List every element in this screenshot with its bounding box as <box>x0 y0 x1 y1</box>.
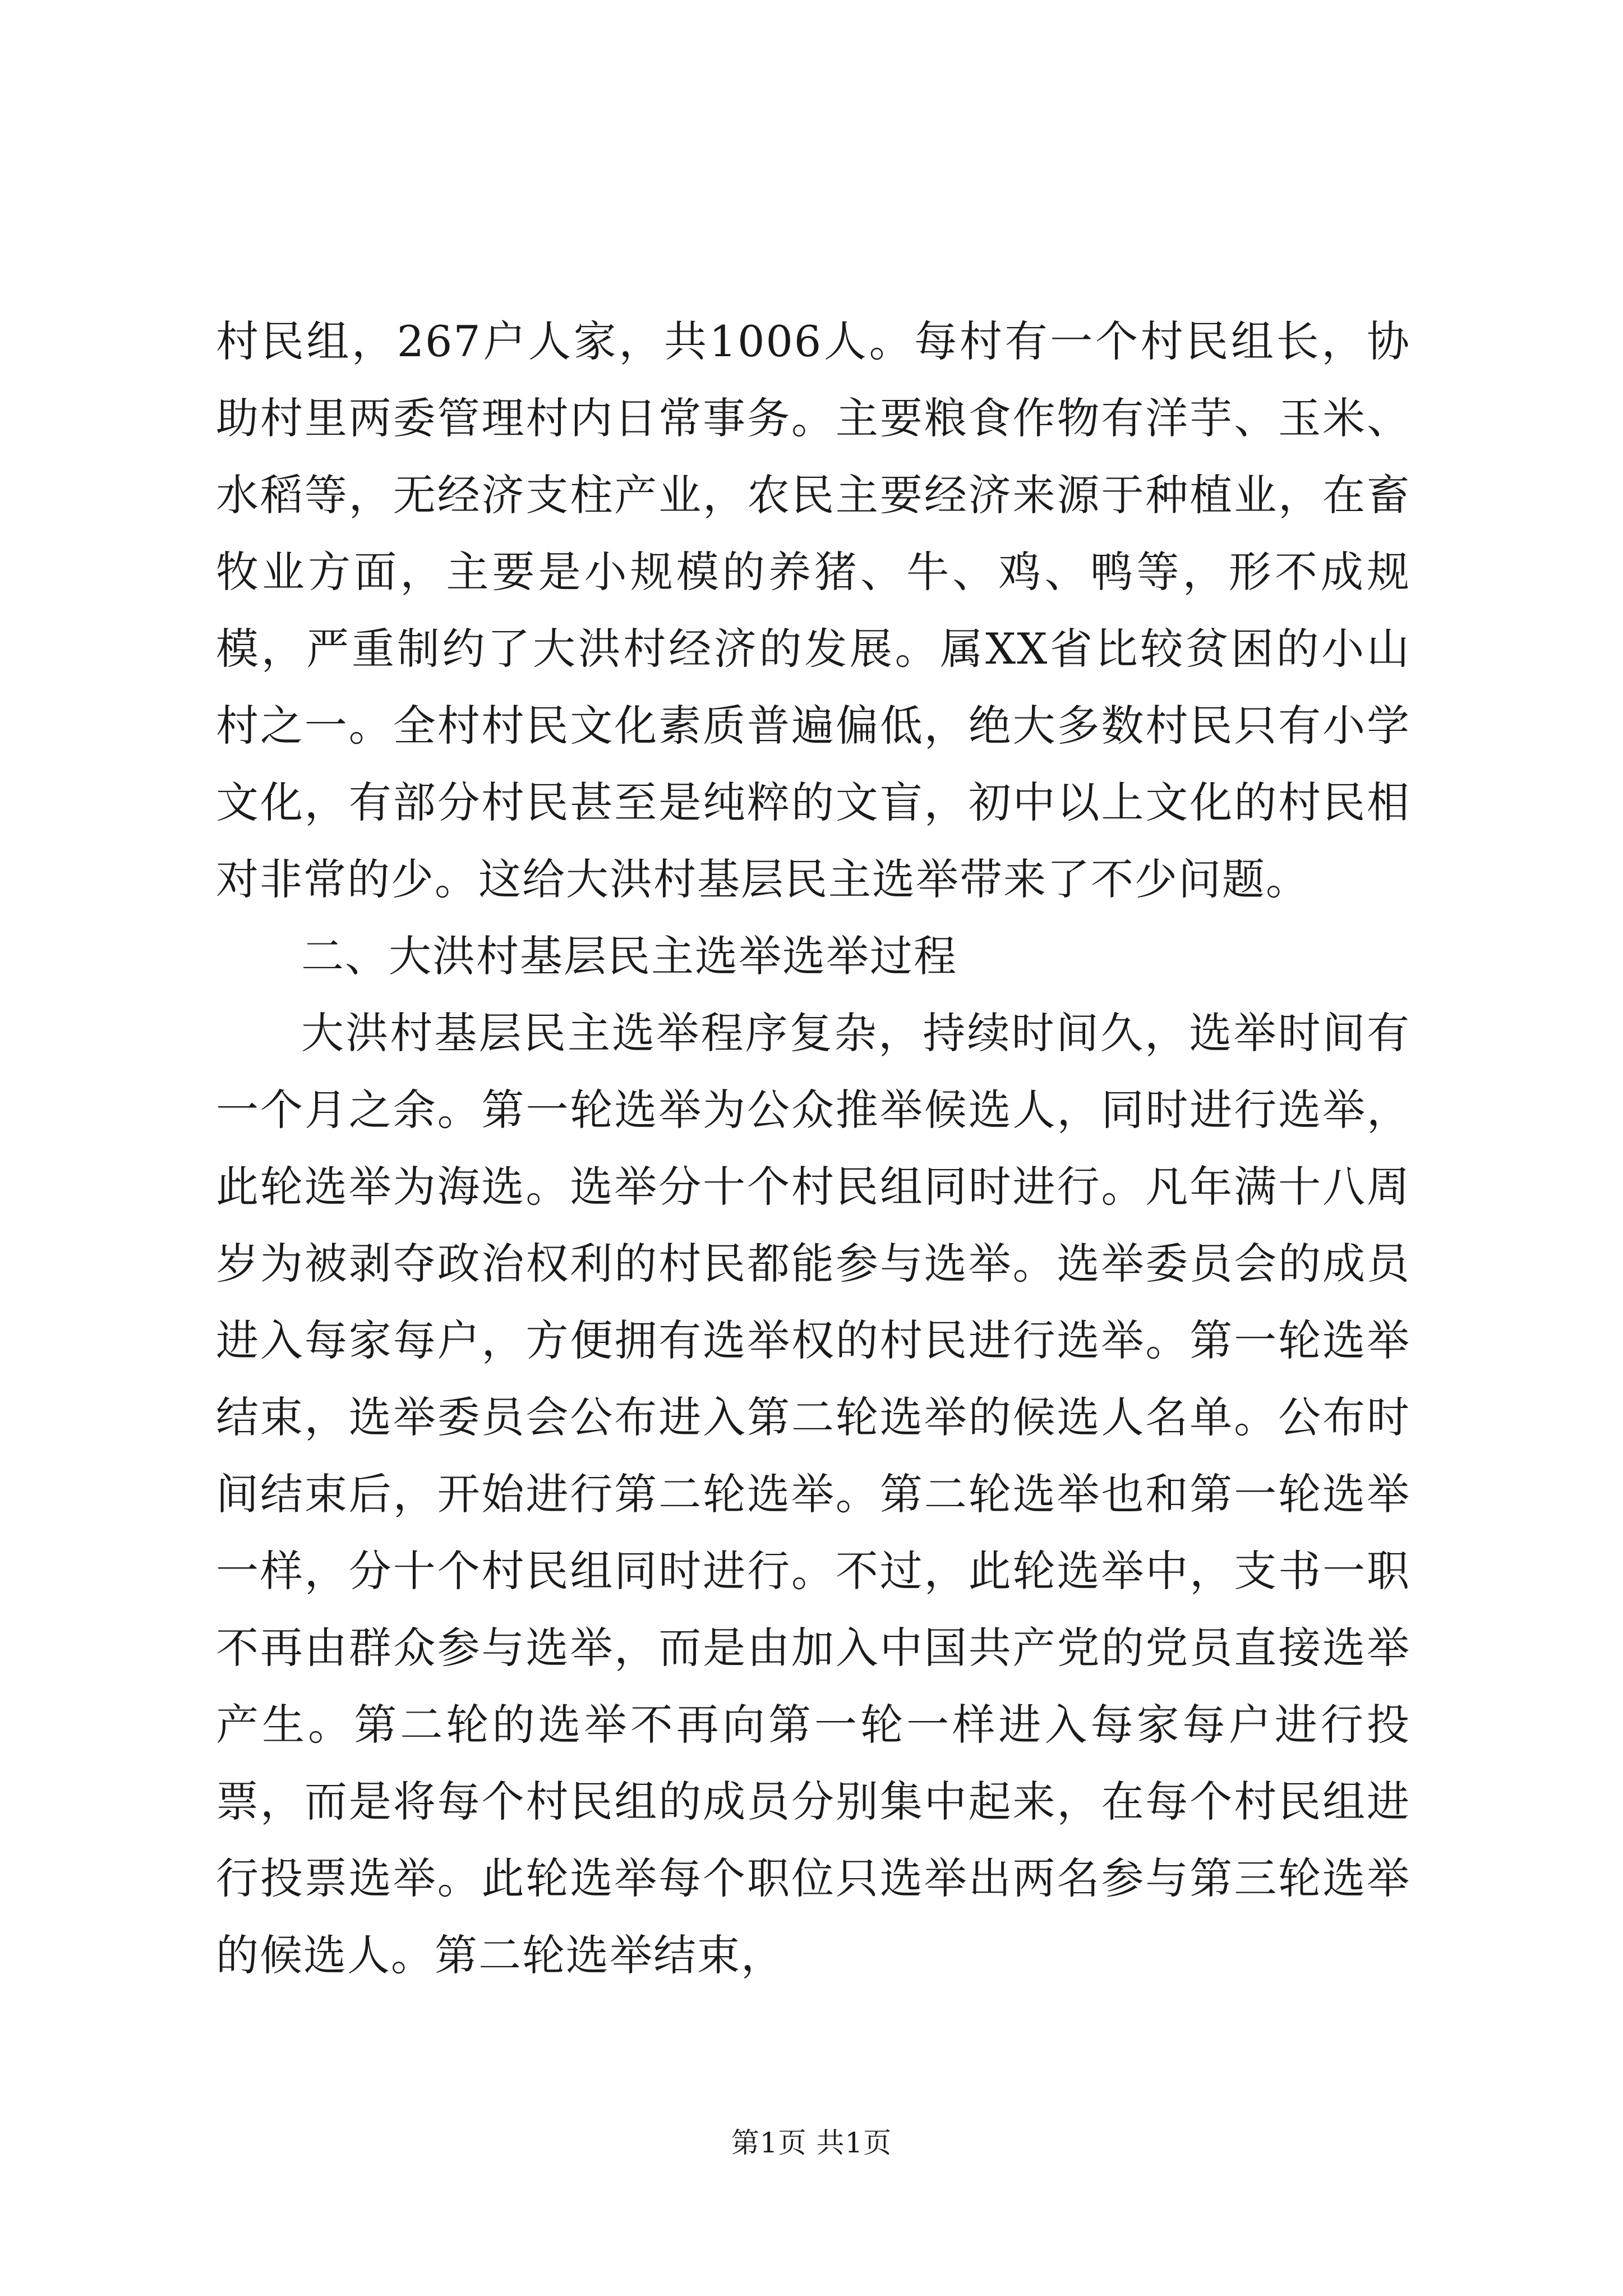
page-footer: 第1页 共1页 <box>731 2127 892 2159</box>
section-heading-election-process: 二、大洪村基层民主选举选举过程 <box>301 931 957 981</box>
document-body <box>216 303 1410 1994</box>
paragraph-election-process: 大洪村基层民主选举程序复杂，持续时间久，选举时间有一个月之余。第一轮选举为公众推举候选人，同时进行选举，此轮选举为海选。选举分十个村民组同时进行。凡年满十八周岁为被剥夺政治权利的村民都能参与选举。选举委员会的成员进入每家每户，方便拥有选举权的村民进行选举。第一轮选举结束，选举委员会公布进入第二轮选举的候选人名单。公布时间结束后，开始进行第二轮选举。第二轮选举也和第一轮选举一样，分十个村民组同时进行。不过，此轮选举中，支书一职不再由群众参与选举，而是由加入中国共产党的党员直接选举产生。第二轮的选举不再向第一轮一样进入每家每户进行投票，而是将每个村民组的成员分别集中起来，在每个村民组进行投票选举。此轮选举每个职位只选举出两名参与第三轮选举的候选人。第二轮选举结束， <box>216 1008 1410 1980</box>
paragraph-village-overview: 村民组，267户人家，共1006人。每村有一个村民组长，协助村里两委管理村内日常事务。主要粮食作物有洋芋、玉米、水稻等，无经济支柱产业，农民主要经济来源于种植业，在畜牧业方面，主要是小规模的养猪、牛、鸡、鸭等，形不成规模，严重制约了大洪村经济的发展。属XX省比较贫困的小山村之一。全村村民文化素质普遍偏低，绝大多数村民只有小学文化，有部分村民甚至是纯粹的文盲，初中以上文化的村民相对非常的少。这给大洪村基层民主选举带来了不少问题。 <box>216 316 1410 904</box>
